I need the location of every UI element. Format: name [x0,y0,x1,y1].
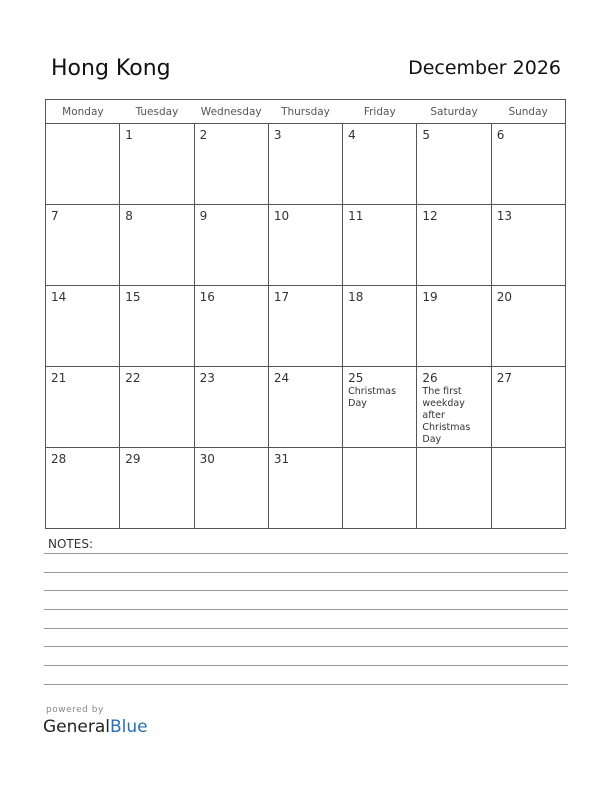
calendar-day-cell [343,205,417,286]
day-number: 17 [273,290,290,304]
calendar-day-cell [491,124,565,205]
calendar-week-row [46,367,566,448]
day-number: 26 [422,371,438,385]
calendar-week-row [46,205,566,286]
note-line [44,609,568,610]
note-line [44,553,568,554]
calendar-day-cell [268,286,342,367]
calendar-day-cell [491,448,565,529]
day-number: 24 [273,371,290,385]
calendar-day-cell [120,448,194,529]
brand-name-part1: General [43,717,110,737]
day-number: 7 [51,209,59,223]
note-line [44,665,568,666]
note-line [44,646,568,647]
calendar-day-cell [120,124,194,205]
powered-by-text: powered by [46,705,104,715]
calendar-day-cell [268,448,342,529]
calendar-week-row [46,448,566,529]
day-number: 29 [125,452,141,466]
weekday-header: Sunday [491,100,565,124]
holiday-label: The first weekday after Christmas Day [422,386,471,445]
calendar-day-cell [343,286,417,367]
day-number: 3 [273,128,282,142]
day-number: 22 [125,371,141,385]
calendar-day-cell [120,367,194,448]
day-number: 16 [199,290,215,304]
calendar-day-cell [46,367,120,448]
calendar-day-cell [194,205,268,286]
day-number: 14 [51,290,67,304]
day-number: 19 [422,290,438,304]
calendar-day-cell [268,205,342,286]
calendar-day-cell [46,205,120,286]
calendar-day-cell [268,124,342,205]
calendar-week-row [46,286,566,367]
calendar-week-row [46,124,566,205]
notes-label: NOTES: [48,537,93,551]
calendar-grid [45,99,566,529]
day-number: 8 [125,209,133,223]
day-number: 25 [348,371,364,385]
day-number: 2 [199,128,208,142]
weekday-header: Monday [46,100,120,124]
calendar-day-cell [417,367,491,448]
calendar-day-cell [343,367,417,448]
calendar-day-cell [417,205,491,286]
day-number: 4 [348,128,356,142]
note-line [44,590,568,591]
day-number: 21 [51,371,67,385]
calendar-day-cell [343,124,417,205]
day-number: 11 [348,209,364,223]
day-number: 18 [348,290,364,304]
day-number: 10 [273,209,290,223]
calendar-day-cell [417,124,491,205]
day-number: 27 [496,371,512,385]
calendar-day-cell [268,367,342,448]
calendar-day-cell [491,367,565,448]
calendar-day-cell [46,448,120,529]
day-number: 20 [496,290,512,304]
brand-name-part2: Blue [110,717,148,737]
month-year-title: December 2026 [408,57,561,79]
day-number: 30 [199,452,215,466]
calendar-day-cell [194,124,268,205]
weekday-header-row [46,100,566,124]
day-number: 13 [496,209,512,223]
calendar-day-cell [46,124,120,205]
weekday-header: Saturday [417,100,491,124]
day-number: 23 [199,371,215,385]
day-number: 31 [273,452,290,466]
weekday-header: Wednesday [194,100,268,124]
day-number: 1 [125,128,133,142]
calendar-day-cell [194,448,268,529]
weekday-header: Friday [343,100,417,124]
day-number: 28 [51,452,67,466]
holiday-label: Christmas Day [348,386,397,409]
calendar-day-cell [491,205,565,286]
calendar-day-cell [417,286,491,367]
calendar-day-cell [120,286,194,367]
calendar-day-cell [343,448,417,529]
country-title: Hong Kong [51,56,171,81]
calendar-day-cell [491,286,565,367]
note-line [44,572,568,573]
brand-logo [43,717,148,737]
day-number: 5 [422,128,431,142]
calendar-day-cell [120,205,194,286]
weekday-header: Tuesday [120,100,194,124]
day-number: 12 [422,209,438,223]
calendar-day-cell [194,367,268,448]
day-number: 9 [199,209,208,223]
day-number: 6 [496,128,505,142]
note-line [44,628,568,629]
calendar-day-cell [46,286,120,367]
day-number: 15 [125,290,141,304]
calendar-day-cell [417,448,491,529]
calendar-day-cell [194,286,268,367]
note-line [44,684,568,685]
weekday-header: Thursday [268,100,342,124]
